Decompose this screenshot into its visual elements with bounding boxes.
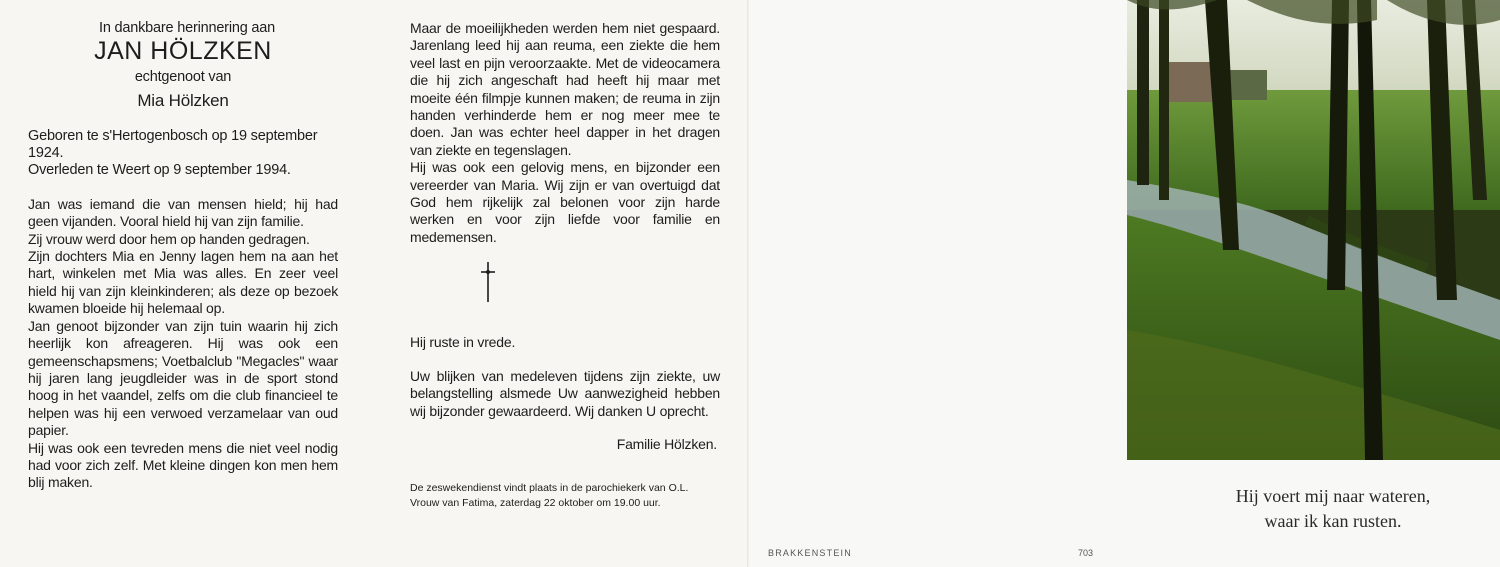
rest-in-peace: Hij ruste in vrede. <box>410 334 516 351</box>
cross-icon <box>410 260 720 312</box>
spouse-name: Mia Hölzken <box>137 91 229 111</box>
intro-text: In dankbare herinnering aan <box>99 20 275 36</box>
landscape-photo <box>1127 0 1500 460</box>
service-note: De zeswekendienst vindt plaats in de parochiekerk van O.L. Vrouw van Fatima, zaterdag 22 oktober om 19.00 uur. <box>410 482 689 510</box>
spouse-label: echtgenoot van <box>134 68 232 85</box>
text-paragraph: Maar de moeilijkheden werden hem niet gespaard. Jarenlang leed hij aan reuma, een ziekte die hem veel last en pijn veroorzaakte. Met de videocamera die hij zich angeschaft had heeft hij maar met moeite één filmpje kunnen maken; de reuma in zijn handen verhinderde hem er nog meer mee te doen. Jan was echter heel dapper in het dragen van ziekte en tegenslagen. <box>410 20 720 158</box>
bio-paragraph: Zij vrouw werd door hem op handen gedragen. <box>28 230 310 247</box>
bio-paragraph: Jan was iemand die van mensen hield; hij had geen vijanden. Vooral hield hij van zijn familie. <box>28 195 338 230</box>
caption-line: waar ik kan rusten. <box>1264 511 1402 531</box>
thanks-text: Uw blijken van medeleven tijdens zijn ziekte, uw belangstelling alsmede Uw aanwezigheid hebben wij bijzonder gewaardeerd. Wij danken U oprecht. <box>410 367 720 419</box>
death-line: Overleden te Weert op 9 september 1994. <box>28 162 291 179</box>
text-paragraph: Hij was ook een gelovig mens, en bijzonder een vereerder van Maria. Wij zijn er van overtuigd dat God hem rijkelijk zal belonen voor zijn harde werken en voor zijn liefde voor familie en medemensen. <box>410 159 720 245</box>
psalm-caption <box>1173 484 1493 534</box>
bio-paragraph: Zijn dochters Mia en Jenny lagen hem na aan het hart, winkelen met Mia was alles. En zeer veel hield hij van zijn kleinkinderen; als deze op bezoek kwamen bloeide hij helemaal op. <box>28 248 338 317</box>
biography <box>28 196 338 492</box>
birth-line: Geboren te s'Hertogenbosch op 19 september 1924. <box>28 127 318 162</box>
bio-paragraph: Jan genoot bijzonder van zijn tuin waarin hij zich heerlijk kon afreageren. Hij was ook een gemeenschapsmens; Voetbalclub "Megacles" waar hij jaren lang jeugdleider was in de sport stond hoog in het vaandel, zelfs om die club financieel te helpen was hij een verwoed verzamelaar van oud papier. <box>28 317 338 439</box>
caption-line: Hij voert mij naar wateren, <box>1235 486 1431 506</box>
deceased-name: JAN HÖLZKEN <box>94 37 272 66</box>
outer-spread <box>750 0 1500 567</box>
publisher-name: BRAKKENSTEIN <box>768 548 852 558</box>
memorial-left-column <box>28 20 338 492</box>
life-dates <box>28 128 338 180</box>
card-number: 703 <box>1078 548 1094 558</box>
family-signature: Familie Hölzken. <box>616 435 717 452</box>
bio-paragraph: Hij was ook een tevreden mens die niet veel nodig had voor zich zelf. Met kleine dingen kon men hem blij maken. <box>28 439 338 491</box>
memorial-right-column <box>410 20 720 511</box>
continued-text <box>410 20 720 246</box>
